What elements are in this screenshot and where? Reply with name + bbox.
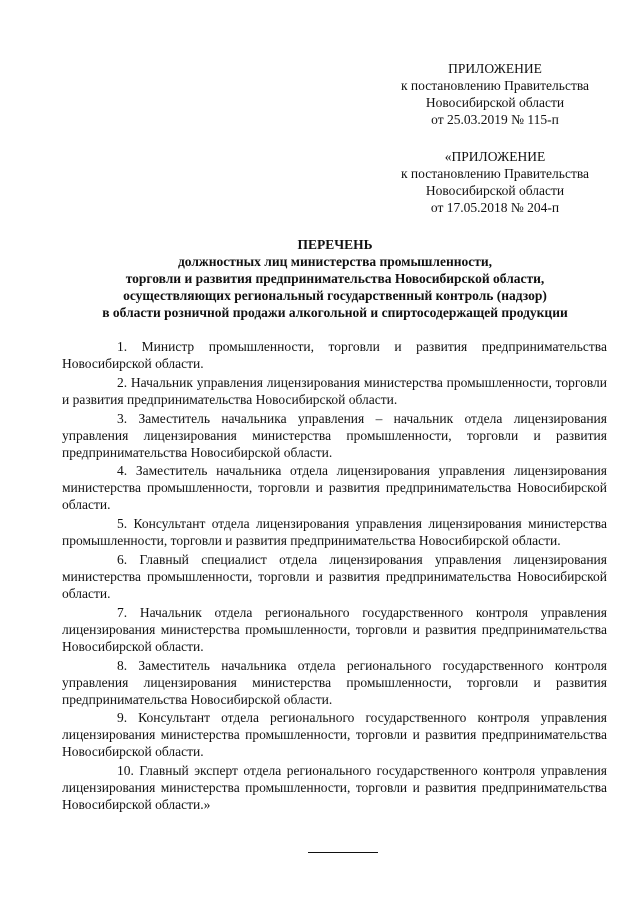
list-item: 6. Главный специалист отдела лицензирования управления лицензирования министерства промышленности, торговли и развития предпринимательства Новосибирской области. bbox=[62, 551, 607, 601]
list-item: 10. Главный эксперт отдела регионального государственного контроля управления лицензирования министерства промышленности, торговли и развития предпринимательства Новосибирской области.» bbox=[62, 763, 607, 813]
appendix-header-current bbox=[375, 60, 615, 128]
list-item: 4. Заместитель начальника отдела лицензирования управления лицензирования министерства промышленности, торговли и развития предпринимательства Новосибирской области. bbox=[62, 463, 607, 513]
list-item: 1. Министр промышленности, торговли и развития предпринимательства Новосибирской области. bbox=[62, 339, 607, 371]
appendix-date-number: от 25.03.2019 № 115-п bbox=[431, 112, 559, 127]
official-list bbox=[62, 338, 607, 815]
appendix-title: «ПРИЛОЖЕНИЕ bbox=[444, 149, 546, 164]
title-line: осуществляющих региональный государственный контроль (надзор) bbox=[123, 288, 547, 303]
list-item: 2. Начальник управления лицензирования министерства промышленности, торговли и развития предпринимательства Новосибирской области. bbox=[62, 374, 607, 407]
appendix-region-line: Новосибирской области bbox=[425, 183, 565, 198]
appendix-header-previous bbox=[375, 148, 615, 216]
appendix-resolution-line: к постановлению Правительства bbox=[400, 166, 590, 181]
list-item: 3. Заместитель начальника управления – начальник отдела лицензирования управления лицензирования министерства промышленности, торговли и развития предпринимательства Новосибирской области. bbox=[62, 410, 607, 460]
list-item: 7. Начальник отдела регионального государственного контроля управления лицензирования министерства промышленности, торговли и развития предпринимательства Новосибирской области. bbox=[62, 604, 607, 654]
list-item: 5. Консультант отдела лицензирования управления лицензирования министерства промышленности, торговли и развития предпринимательства Новосибирской области. bbox=[62, 516, 607, 549]
title-heading: ПЕРЕЧЕНЬ bbox=[297, 237, 373, 252]
title-line: торговли и развития предпринимательства Новосибирской области, bbox=[125, 271, 545, 286]
list-item: 8. Заместитель начальника отдела регионального государственного контроля управления лицензирования министерства промышленности, торговли и развития предпринимательства Новосибирской области. bbox=[62, 657, 607, 707]
title-line: должностных лиц министерства промышленности, bbox=[177, 254, 493, 269]
end-divider-line bbox=[308, 852, 378, 853]
appendix-region-line: Новосибирской области bbox=[425, 95, 565, 110]
list-item: 9. Консультант отдела регионального государственного контроля управления лицензирования министерства промышленности, торговли и развития предпринимательства Новосибирской области. bbox=[62, 710, 607, 760]
appendix-date-number: от 17.05.2018 № 204-п bbox=[430, 200, 560, 215]
title-line: в области розничной продажи алкогольной и спиртосодержащей продукции bbox=[102, 305, 568, 320]
document-title bbox=[60, 236, 610, 321]
appendix-title: ПРИЛОЖЕНИЕ bbox=[448, 61, 542, 76]
appendix-resolution-line: к постановлению Правительства bbox=[400, 78, 590, 93]
